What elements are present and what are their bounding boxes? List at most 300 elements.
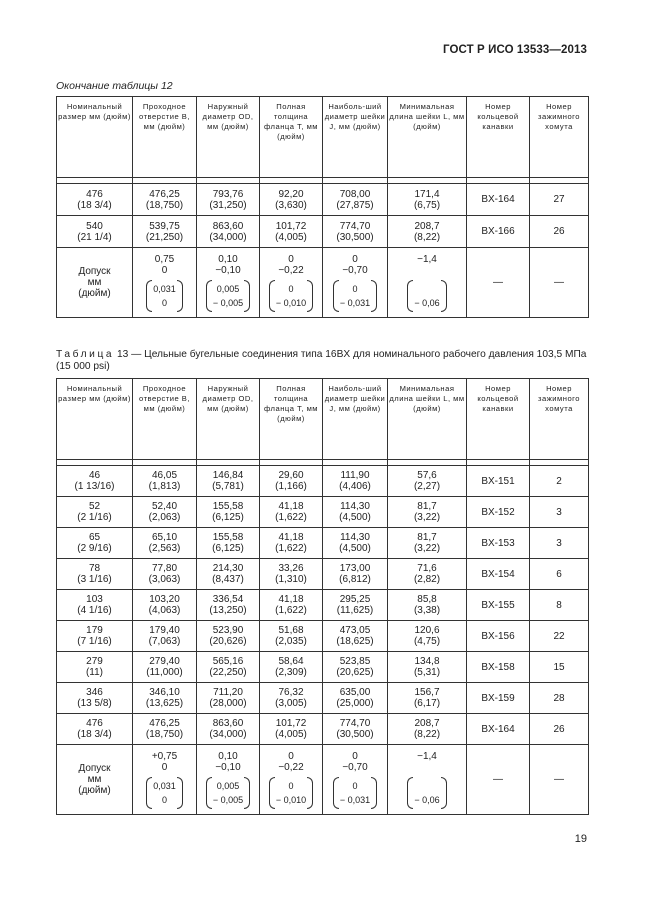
- value-inch: (6,125): [212, 512, 244, 523]
- tolerance-unit-mm: мм: [87, 774, 102, 785]
- ring-groove-value: BX-151: [481, 475, 515, 487]
- hub-length-cell: [388, 528, 467, 559]
- flange-thickness-cell: [260, 621, 323, 652]
- ring-groove-cell: [467, 590, 530, 621]
- column-header: Проходное отверстие B, мм (дюйм): [133, 97, 197, 178]
- tolerance-label: Допуск: [78, 763, 111, 774]
- value-inch: (4,005): [275, 231, 307, 243]
- column-header: Наружный диаметр OD, мм (дюйм): [197, 97, 260, 178]
- clamp-number-cell: [530, 714, 589, 745]
- tolerance-upper: 0,005: [216, 283, 240, 294]
- value-mm: 635,00: [339, 687, 371, 698]
- hub-length-cell: [388, 652, 467, 683]
- value-mm: 76,32: [278, 687, 304, 698]
- ring-groove-value: BX-159: [481, 692, 515, 704]
- nominal-size-cell: [57, 683, 133, 714]
- value-inch: (7,063): [148, 636, 181, 647]
- value-mm: 279: [86, 656, 103, 667]
- ring-groove-cell: [467, 621, 530, 652]
- value-inch: (4,005): [275, 729, 307, 740]
- tolerance-mm-lower: 0: [161, 264, 168, 276]
- tolerance-upper: 0,005: [216, 780, 240, 791]
- value-inch: (18,625): [336, 636, 374, 647]
- value-mm: 71,6: [417, 563, 437, 574]
- page-number: 19: [574, 833, 587, 845]
- value-inch: (3,063): [148, 574, 181, 585]
- value-inch: (2,82): [413, 574, 441, 585]
- clamp-number-cell: [530, 621, 589, 652]
- value-inch: (5,781): [212, 481, 244, 492]
- value-inch: (8,437): [212, 574, 244, 585]
- nominal-size-cell: [57, 528, 133, 559]
- clamp-number-value: 22: [553, 630, 565, 642]
- value-inch: (7 1/16): [77, 636, 112, 647]
- nominal-size-cell: [57, 497, 133, 528]
- value-mm: 114,30: [340, 501, 370, 512]
- ring-groove-value: BX-164: [481, 194, 515, 205]
- hub-diameter-cell: [323, 559, 388, 590]
- value-mm: 46,05: [151, 470, 178, 481]
- flange-thickness-cell: [260, 528, 323, 559]
- clamp-number-value: 6: [556, 568, 562, 580]
- value-inch: (2,063): [148, 512, 181, 523]
- bore-cell: [133, 528, 197, 559]
- clamp-number-cell: [530, 497, 589, 528]
- value-inch: (6,812): [339, 574, 371, 585]
- clamp-number-cell: [530, 590, 589, 621]
- flange-thickness-cell: [260, 497, 323, 528]
- value-mm: 208,7: [414, 220, 440, 232]
- column-header: Минимальная длина шейки L, мм (дюйм): [388, 97, 467, 178]
- nominal-size-cell: [57, 216, 133, 248]
- table-row: [57, 652, 589, 683]
- value-mm: 346,10: [149, 687, 180, 698]
- ring-groove-value: BX-154: [481, 568, 515, 580]
- column-header: Номер зажимного хомута: [530, 379, 589, 460]
- ring-groove-value: BX-153: [481, 537, 515, 549]
- value-mm: 476,25: [149, 718, 180, 729]
- value-mm: 41,18: [278, 594, 304, 605]
- ring-groove-cell: [467, 528, 530, 559]
- tolerance-label: Допуск: [78, 266, 111, 277]
- value-inch: (6,75): [413, 199, 441, 211]
- table12-caption: Окончание таблицы 12: [56, 80, 173, 92]
- tolerance-upper: 0: [288, 780, 294, 791]
- hub-length-cell: [388, 683, 467, 714]
- tolerance-mm-lower: −0,22: [278, 761, 304, 773]
- value-inch: (2 1/16): [77, 512, 112, 523]
- clamp-number-cell: [530, 184, 589, 216]
- value-inch: (30,500): [336, 729, 374, 740]
- flange-thickness-cell: [260, 216, 323, 248]
- ring-groove-cell: [467, 184, 530, 216]
- tolerance-mm-upper: 0,10: [218, 253, 238, 265]
- outer-diameter-cell: [197, 184, 260, 216]
- column-header: Наиболь-ший диаметр шейки J, мм (дюйм): [323, 379, 388, 460]
- table-row: [57, 559, 589, 590]
- ring-groove-value: BX-158: [481, 661, 515, 673]
- value-inch: (11,625): [336, 605, 374, 616]
- ring-groove-value: BX-155: [481, 599, 515, 611]
- ring-groove-value: BX-152: [481, 506, 515, 518]
- value-mm: 336,54: [212, 594, 244, 605]
- value-inch: (30,500): [336, 231, 374, 243]
- tolerance-mm-value: −1,4: [417, 750, 437, 762]
- tolerance-lower: − 0,031: [339, 794, 371, 805]
- ring-groove-value: BX-156: [481, 630, 515, 642]
- table-row: [57, 184, 589, 216]
- tolerance-mm-spacer: [388, 762, 466, 773]
- table-row: [57, 714, 589, 745]
- clamp-number-value: 8: [556, 599, 562, 611]
- tolerance-lower: − 0,010: [275, 794, 307, 805]
- column-header: Наружный диаметр OD, мм (дюйм): [197, 379, 260, 460]
- value-mm: 214,30: [212, 563, 244, 574]
- value-mm: 540: [86, 220, 103, 232]
- bore-cell: [133, 652, 197, 683]
- outer-diameter-cell: [197, 559, 260, 590]
- value-mm: 57,6: [417, 470, 437, 481]
- value-mm: 101,72: [275, 718, 307, 729]
- value-mm: 85,8: [417, 594, 437, 605]
- value-inch: (8,22): [413, 729, 441, 740]
- bore-cell: [133, 683, 197, 714]
- column-header: Номер кольцевой канавки: [467, 379, 530, 460]
- value-mm: 52: [88, 501, 101, 512]
- tolerance-j-cell: [323, 248, 388, 318]
- table-header-row: [57, 97, 589, 178]
- value-mm: 565,16: [212, 656, 244, 667]
- table-row: [57, 683, 589, 714]
- bore-cell: [133, 466, 197, 497]
- hub-diameter-cell: [323, 497, 388, 528]
- tolerance-mm-upper: 0: [288, 750, 294, 762]
- inch-tolerance-bracket: [146, 280, 183, 312]
- value-mm: 295,25: [339, 594, 371, 605]
- clamp-number-cell: [530, 216, 589, 248]
- clamp-number-value: 26: [553, 226, 565, 237]
- value-mm: 29,60: [278, 470, 304, 481]
- hub-length-cell: [388, 497, 467, 528]
- value-inch: (6,17): [413, 698, 441, 709]
- hub-diameter-cell: [323, 216, 388, 248]
- value-mm: 774,70: [339, 220, 371, 232]
- hub-diameter-cell: [323, 590, 388, 621]
- hub-length-cell: [388, 559, 467, 590]
- tolerance-mm-lower: −0,22: [278, 264, 304, 276]
- value-mm: 41,18: [278, 501, 304, 512]
- value-inch: (4,75): [413, 636, 441, 647]
- bore-cell: [133, 590, 197, 621]
- hub-length-cell: [388, 216, 467, 248]
- value-inch: (2 9/16): [77, 543, 112, 554]
- hub-diameter-cell: [323, 714, 388, 745]
- dash: —: [493, 277, 503, 288]
- value-mm: 58,64: [278, 656, 304, 667]
- flange-thickness-cell: [260, 652, 323, 683]
- tolerance-b-cell: [133, 745, 197, 815]
- value-mm: 863,60: [212, 220, 244, 232]
- value-mm: 146,84: [212, 470, 244, 481]
- value-inch: (4 1/16): [77, 605, 112, 616]
- tolerance-lower: 0: [161, 297, 167, 308]
- value-inch: (18 3/4): [77, 729, 112, 740]
- ring-groove-value: BX-164: [481, 723, 515, 735]
- column-header: Полная толщина фланца T, мм (дюйм): [260, 379, 323, 460]
- clamp-number-value: 3: [556, 537, 562, 549]
- flange-thickness-cell: [260, 559, 323, 590]
- tolerance-groove-cell: [467, 745, 530, 815]
- value-mm: 179,40: [149, 625, 180, 636]
- tolerance-mm-upper: 0: [288, 253, 294, 265]
- value-mm: 101,72: [275, 220, 307, 232]
- inch-tolerance-bracket: [206, 280, 250, 312]
- table-row: [57, 590, 589, 621]
- value-inch: (3,38): [413, 605, 441, 616]
- value-inch: (4,500): [339, 512, 371, 523]
- value-inch: (3 1/16): [77, 574, 112, 585]
- tolerance-mm-lower: −0,70: [342, 761, 368, 773]
- column-header: Номинальный размер мм (дюйм): [57, 97, 133, 178]
- value-inch: (21,250): [145, 231, 184, 243]
- value-mm: 114,30: [340, 532, 370, 543]
- clamp-number-value: 27: [553, 194, 565, 205]
- tolerance-t-cell: [260, 745, 323, 815]
- table-row: [57, 528, 589, 559]
- clamp-number-value: 26: [553, 723, 565, 735]
- value-inch: (3,630): [275, 199, 307, 211]
- hub-length-cell: [388, 714, 467, 745]
- value-mm: 708,00: [339, 188, 371, 200]
- value-mm: 523,90: [212, 625, 244, 636]
- value-mm: 120,6: [414, 625, 440, 636]
- clamp-number-cell: [530, 466, 589, 497]
- value-mm: 476: [86, 188, 103, 200]
- tolerance-lower: − 0,06: [414, 794, 440, 805]
- ring-groove-cell: [467, 683, 530, 714]
- tolerance-t-cell: [260, 248, 323, 318]
- clamp-number-value: 2: [556, 475, 562, 487]
- nominal-size-cell: [57, 714, 133, 745]
- column-header: Номинальный размер мм (дюйм): [57, 379, 133, 460]
- clamp-number-cell: [530, 559, 589, 590]
- tolerance-mm-lower: −0,10: [215, 761, 241, 773]
- value-mm: 346: [86, 687, 103, 698]
- tolerance-lower: − 0,06: [414, 297, 440, 308]
- dash: —: [493, 774, 503, 785]
- outer-diameter-cell: [197, 590, 260, 621]
- column-header: Наиболь-ший диаметр шейки J, мм (дюйм): [323, 97, 388, 178]
- value-inch: (20,625): [336, 667, 374, 678]
- table13-caption-text: 13 — Цельные бугельные соединения типа 16BX для номинального рабочего давления 103,5 МПа (15 000 psi): [56, 349, 587, 372]
- hub-diameter-cell: [323, 528, 388, 559]
- value-inch: (2,27): [413, 481, 441, 492]
- table-header-row: [57, 379, 589, 460]
- outer-diameter-cell: [197, 683, 260, 714]
- tolerance-j-cell: [323, 745, 388, 815]
- tolerance-mm-upper: 0,75: [154, 253, 175, 265]
- tolerance-mm-lower: −0,10: [215, 264, 241, 276]
- ring-groove-cell: [467, 497, 530, 528]
- outer-diameter-cell: [197, 652, 260, 683]
- value-mm: 156,7: [414, 687, 440, 698]
- value-inch: (34,000): [209, 231, 247, 243]
- nominal-size-cell: [57, 559, 133, 590]
- value-inch: (4,500): [339, 543, 371, 554]
- tolerance-upper: 0,031: [153, 283, 176, 294]
- bore-cell: [133, 216, 197, 248]
- value-mm: 92,20: [278, 188, 304, 200]
- tolerance-upper: 0: [288, 283, 294, 294]
- tolerance-unit-inch: (дюйм): [78, 288, 111, 299]
- tolerance-lower: − 0,005: [212, 297, 244, 308]
- value-mm: 77,80: [151, 563, 178, 574]
- value-inch: (8,22): [413, 231, 441, 243]
- value-inch: (3,005): [275, 698, 307, 709]
- outer-diameter-cell: [197, 216, 260, 248]
- tolerance-lower: − 0,031: [339, 297, 371, 308]
- value-mm: 103,20: [149, 594, 180, 605]
- flange-thickness-cell: [260, 590, 323, 621]
- value-mm: 208,7: [414, 718, 440, 729]
- value-mm: 134,8: [414, 656, 440, 667]
- dash: —: [554, 774, 564, 785]
- value-mm: 863,60: [212, 718, 244, 729]
- clamp-number-value: 15: [553, 661, 565, 673]
- outer-diameter-cell: [197, 714, 260, 745]
- table13-caption: [56, 349, 596, 373]
- bore-cell: [133, 559, 197, 590]
- outer-diameter-cell: [197, 621, 260, 652]
- value-inch: (2,035): [275, 636, 307, 647]
- clamp-number-value: 3: [556, 506, 562, 518]
- tolerance-row: [57, 248, 589, 318]
- nominal-size-cell: [57, 466, 133, 497]
- value-inch: (1,166): [275, 481, 307, 492]
- value-mm: 279,40: [149, 656, 180, 667]
- table-row: [57, 466, 589, 497]
- value-inch: (25,000): [336, 698, 374, 709]
- value-mm: 476: [86, 718, 103, 729]
- value-mm: 81,7: [417, 532, 437, 543]
- tolerance-label-cell: [57, 248, 133, 318]
- value-mm: 473,05: [339, 625, 371, 636]
- inch-tolerance-bracket: [206, 777, 250, 809]
- tolerance-mm-upper: +0,75: [151, 750, 178, 762]
- value-mm: 523,85: [339, 656, 371, 667]
- tolerance-lower: − 0,010: [275, 297, 307, 308]
- value-inch: (18,750): [145, 199, 184, 211]
- value-inch: (11): [85, 667, 104, 678]
- value-inch: (3,22): [413, 512, 441, 523]
- tolerance-clamp-cell: [530, 745, 589, 815]
- value-inch: (1,310): [275, 574, 307, 585]
- value-mm: 171,4: [414, 188, 440, 200]
- inch-tolerance-bracket: [407, 280, 446, 312]
- hub-diameter-cell: [323, 652, 388, 683]
- value-inch: (4,406): [339, 481, 371, 492]
- tolerance-mm-upper: 0: [352, 253, 358, 265]
- value-inch: (1,622): [275, 543, 307, 554]
- outer-diameter-cell: [197, 497, 260, 528]
- flange-thickness-cell: [260, 184, 323, 216]
- value-mm: 65,10: [151, 532, 178, 543]
- tolerance-mm-lower: 0: [161, 761, 168, 773]
- value-mm: 155,58: [212, 501, 244, 512]
- value-inch: (13,625): [145, 698, 184, 709]
- hub-length-cell: [388, 466, 467, 497]
- document-id: ГОСТ Р ИСО 13533—2013: [442, 44, 587, 56]
- inch-tolerance-bracket: [333, 777, 377, 809]
- table-row: [57, 621, 589, 652]
- nominal-size-cell: [57, 590, 133, 621]
- tolerance-b-cell: [133, 248, 197, 318]
- clamp-number-cell: [530, 528, 589, 559]
- inch-tolerance-bracket: [146, 777, 183, 809]
- table-row: [57, 497, 589, 528]
- outer-diameter-cell: [197, 528, 260, 559]
- tolerance-upper-empty: [414, 282, 439, 296]
- value-mm: 65: [88, 532, 101, 543]
- tolerance-lower: − 0,005: [212, 794, 244, 805]
- value-mm: 476,25: [149, 188, 180, 200]
- bore-cell: [133, 184, 197, 216]
- tolerance-mm-upper: 0: [352, 750, 358, 762]
- clamp-number-value: 28: [553, 692, 565, 704]
- tolerance-od-cell: [197, 248, 260, 318]
- clamp-number-cell: [530, 683, 589, 714]
- column-header: Номер кольцевой канавки: [467, 97, 530, 178]
- tolerance-od-cell: [197, 745, 260, 815]
- tolerance-mm-lower: −0,70: [342, 264, 368, 276]
- tolerance-mm-upper: 0,10: [218, 750, 238, 762]
- tolerance-l-cell: [388, 745, 467, 815]
- inch-tolerance-bracket: [269, 280, 313, 312]
- value-mm: 78: [88, 563, 101, 574]
- tolerance-label-cell: [57, 745, 133, 815]
- hub-diameter-cell: [323, 683, 388, 714]
- table-row: [57, 216, 589, 248]
- value-mm: 41,18: [278, 532, 304, 543]
- value-inch: (31,250): [209, 199, 247, 211]
- flange-thickness-cell: [260, 683, 323, 714]
- value-mm: 179: [86, 625, 103, 636]
- table13-caption-word: Таблица: [56, 349, 115, 360]
- clamp-number-cell: [530, 652, 589, 683]
- tolerance-row: [57, 745, 589, 815]
- column-header: Полная толщина фланца T, мм (дюйм): [260, 97, 323, 178]
- tolerance-upper: 0: [352, 780, 358, 791]
- value-inch: (2,309): [275, 667, 307, 678]
- inch-tolerance-bracket: [333, 280, 377, 312]
- value-mm: 539,75: [149, 220, 180, 232]
- ring-groove-cell: [467, 559, 530, 590]
- value-inch: (27,875): [336, 199, 374, 211]
- nominal-size-cell: [57, 652, 133, 683]
- value-mm: 33,26: [278, 563, 304, 574]
- inch-tolerance-bracket: [269, 777, 313, 809]
- dash: —: [554, 277, 564, 288]
- value-mm: 111,90: [340, 470, 370, 481]
- table-12: [56, 96, 589, 318]
- tolerance-lower: 0: [161, 794, 167, 805]
- value-mm: 81,7: [417, 501, 437, 512]
- tolerance-mm-spacer: [388, 265, 466, 276]
- value-inch: (13,250): [209, 605, 247, 616]
- tolerance-groove-cell: [467, 248, 530, 318]
- bore-cell: [133, 497, 197, 528]
- outer-diameter-cell: [197, 466, 260, 497]
